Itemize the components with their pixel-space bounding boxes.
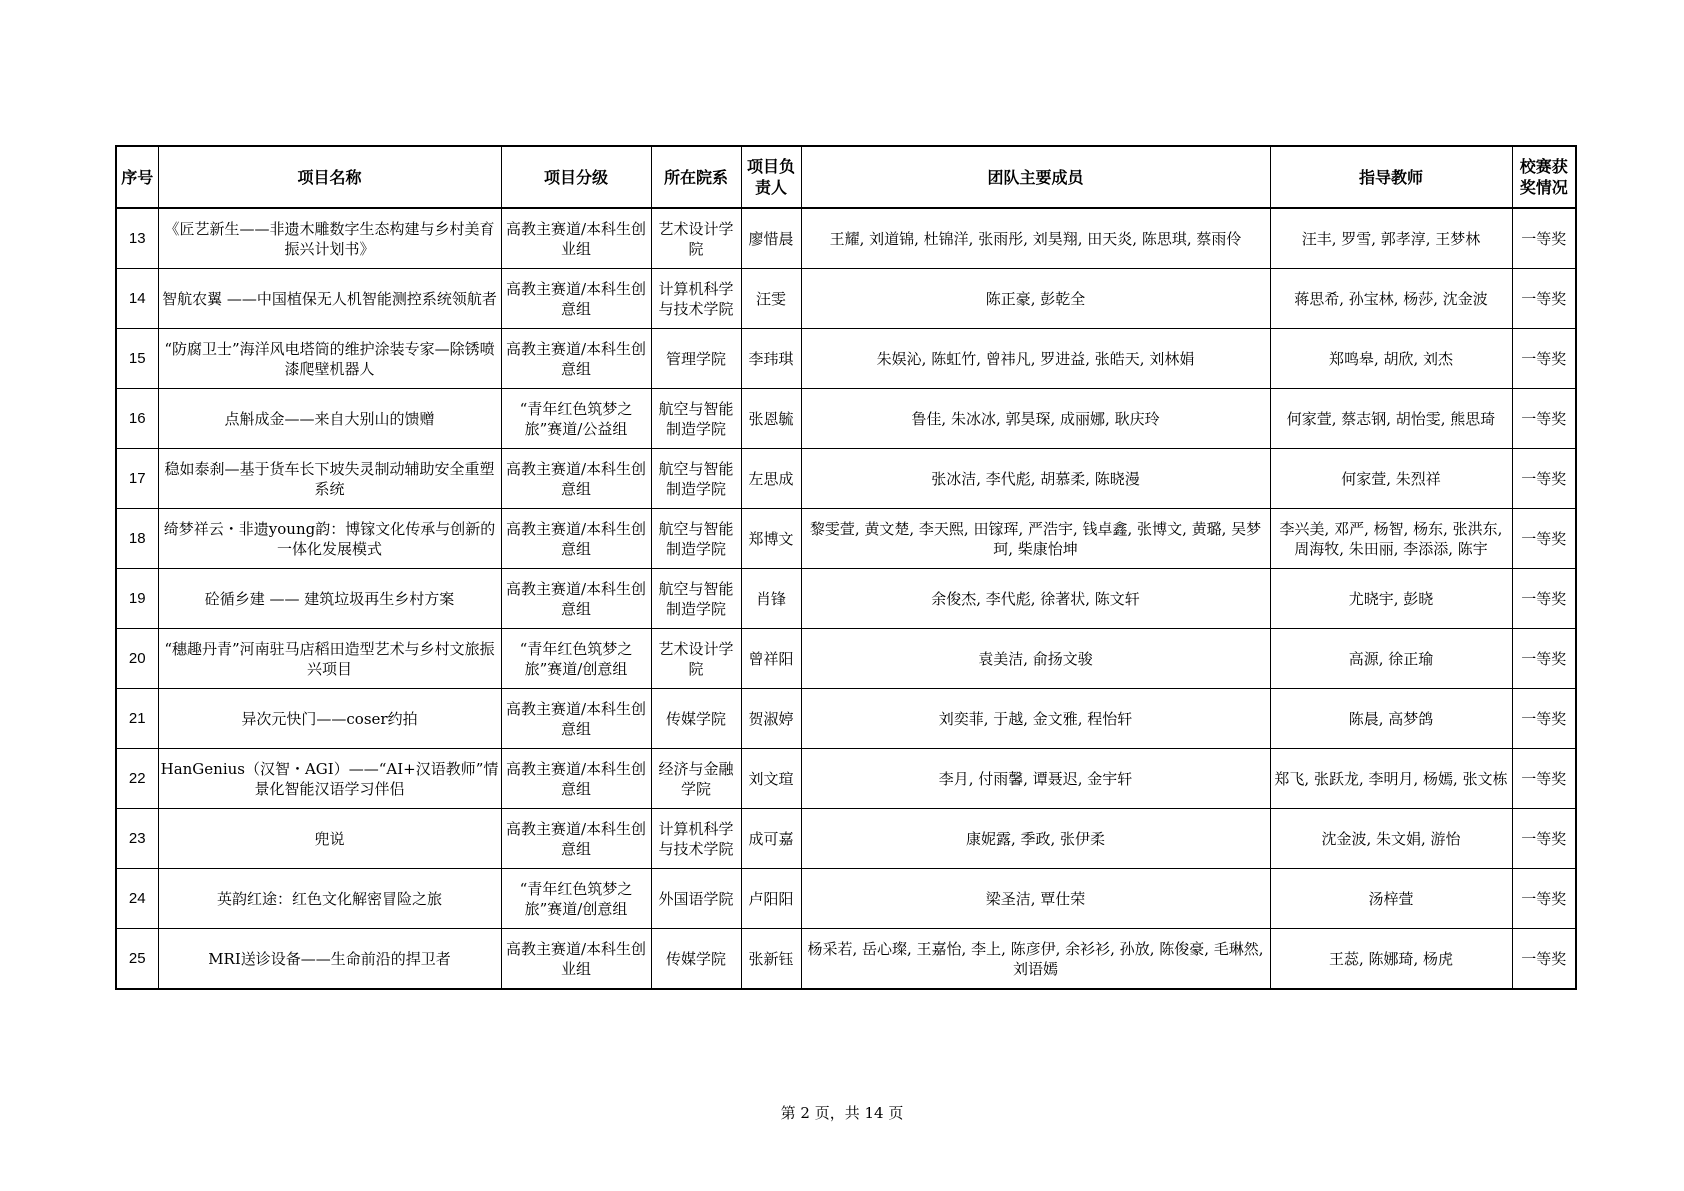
- header-award: 校赛获奖情况: [1512, 146, 1576, 208]
- cell-project-name: 异次元快门——coser约拍: [158, 689, 501, 749]
- cell-seq: 15: [116, 329, 158, 389]
- cell-teachers: 尤晓宇, 彭晓: [1270, 569, 1512, 629]
- table-row: [116, 689, 1576, 749]
- cell-teachers: 何家萱, 朱烈祥: [1270, 449, 1512, 509]
- cell-project-name: 《匠艺新生——非遗木雕数字生态构建与乡村美育振兴计划书》: [158, 208, 501, 269]
- cell-project-name: HanGenius（汉智・AGI）——“AI+汉语教师”情景化智能汉语学习伴侣: [158, 749, 501, 809]
- cell-leader: 肖锋: [741, 569, 801, 629]
- cell-seq: 16: [116, 389, 158, 449]
- cell-project-level: 高教主赛道/本科生创意组: [501, 449, 651, 509]
- cell-award: 一等奖: [1512, 689, 1576, 749]
- header-leader: 项目负责人: [741, 146, 801, 208]
- cell-teachers: 蒋思希, 孙宝林, 杨莎, 沈金波: [1270, 269, 1512, 329]
- cell-department: 航空与智能制造学院: [651, 509, 741, 569]
- table-row: [116, 869, 1576, 929]
- table-row: [116, 809, 1576, 869]
- cell-leader: 左思成: [741, 449, 801, 509]
- cell-leader: 卢阳阳: [741, 869, 801, 929]
- cell-award: 一等奖: [1512, 509, 1576, 569]
- cell-teachers: 汤梓萱: [1270, 869, 1512, 929]
- cell-project-name: 兜说: [158, 809, 501, 869]
- table-row: [116, 509, 1576, 569]
- cell-project-name: “防腐卫士”海洋风电塔筒的维护涂装专家—除锈喷漆爬壁机器人: [158, 329, 501, 389]
- cell-members: 张冰洁, 李代彪, 胡慕柔, 陈晓漫: [801, 449, 1270, 509]
- award-table-sheet: [115, 145, 1575, 990]
- cell-department: 计算机科学与技术学院: [651, 809, 741, 869]
- cell-award: 一等奖: [1512, 269, 1576, 329]
- cell-project-name: 绮梦祥云・非遗young韵：博镓文化传承与创新的一体化发展模式: [158, 509, 501, 569]
- cell-teachers: 郑飞, 张跃龙, 李明月, 杨嫣, 张文栋: [1270, 749, 1512, 809]
- cell-project-level: 高教主赛道/本科生创意组: [501, 269, 651, 329]
- table-body: [116, 208, 1576, 989]
- cell-seq: 18: [116, 509, 158, 569]
- cell-members: 梁圣洁, 覃仕荣: [801, 869, 1270, 929]
- cell-department: 艺术设计学院: [651, 629, 741, 689]
- cell-members: 袁美洁, 俞扬文骏: [801, 629, 1270, 689]
- header-project-level: 项目分级: [501, 146, 651, 208]
- cell-award: 一等奖: [1512, 208, 1576, 269]
- cell-teachers: 郑鸣皋, 胡欣, 刘杰: [1270, 329, 1512, 389]
- cell-project-name: 点斛成金——来自大别山的馈赠: [158, 389, 501, 449]
- table-row: [116, 929, 1576, 990]
- cell-award: 一等奖: [1512, 869, 1576, 929]
- cell-members: 李月, 付雨馨, 谭聂迟, 金宇轩: [801, 749, 1270, 809]
- header-department: 所在院系: [651, 146, 741, 208]
- header-members: 团队主要成员: [801, 146, 1270, 208]
- cell-seq: 25: [116, 929, 158, 990]
- cell-award: 一等奖: [1512, 449, 1576, 509]
- cell-project-level: 高教主赛道/本科生创意组: [501, 569, 651, 629]
- cell-leader: 曾祥阳: [741, 629, 801, 689]
- cell-project-level: 高教主赛道/本科生创意组: [501, 749, 651, 809]
- table-row: [116, 449, 1576, 509]
- cell-project-name: 英韵红途：红色文化解密冒险之旅: [158, 869, 501, 929]
- cell-members: 王耀, 刘道锦, 杜锦洋, 张雨彤, 刘昊翔, 田天炎, 陈思琪, 蔡雨伶: [801, 208, 1270, 269]
- cell-seq: 19: [116, 569, 158, 629]
- cell-leader: 廖惜晨: [741, 208, 801, 269]
- table-row: [116, 269, 1576, 329]
- table-header-row: [116, 146, 1576, 208]
- cell-teachers: 沈金波, 朱文娟, 游怡: [1270, 809, 1512, 869]
- cell-project-level: “青年红色筑梦之旅”赛道/创意组: [501, 629, 651, 689]
- cell-teachers: 李兴美, 邓严, 杨智, 杨东, 张洪东, 周海牧, 朱田丽, 李添添, 陈宇: [1270, 509, 1512, 569]
- cell-members: 余俊杰, 李代彪, 徐著状, 陈文轩: [801, 569, 1270, 629]
- page-footer: [0, 1102, 1684, 1123]
- cell-project-level: 高教主赛道/本科生创意组: [501, 809, 651, 869]
- award-table: [115, 145, 1577, 990]
- cell-project-level: 高教主赛道/本科生创意组: [501, 509, 651, 569]
- cell-members: 陈正豪, 彭乾全: [801, 269, 1270, 329]
- table-row: [116, 629, 1576, 689]
- cell-seq: 14: [116, 269, 158, 329]
- cell-leader: 张新钰: [741, 929, 801, 990]
- cell-teachers: 高源, 徐正瑜: [1270, 629, 1512, 689]
- cell-department: 外国语学院: [651, 869, 741, 929]
- cell-teachers: 陈晨, 高梦鸽: [1270, 689, 1512, 749]
- cell-department: 传媒学院: [651, 929, 741, 990]
- header-seq: 序号: [116, 146, 158, 208]
- cell-department: 航空与智能制造学院: [651, 449, 741, 509]
- cell-seq: 21: [116, 689, 158, 749]
- cell-project-name: 稳如泰刹—基于货车长下坡失灵制动辅助安全重塑系统: [158, 449, 501, 509]
- cell-department: 航空与智能制造学院: [651, 569, 741, 629]
- cell-department: 传媒学院: [651, 689, 741, 749]
- cell-department: 艺术设计学院: [651, 208, 741, 269]
- header-teachers: 指导教师: [1270, 146, 1512, 208]
- cell-leader: 成可嘉: [741, 809, 801, 869]
- cell-project-level: “青年红色筑梦之旅”赛道/创意组: [501, 869, 651, 929]
- cell-members: 刘奕菲, 于越, 金文雅, 程怡轩: [801, 689, 1270, 749]
- cell-award: 一等奖: [1512, 929, 1576, 990]
- cell-seq: 20: [116, 629, 158, 689]
- header-project-name: 项目名称: [158, 146, 501, 208]
- cell-award: 一等奖: [1512, 809, 1576, 869]
- cell-teachers: 王蕊, 陈娜琦, 杨虎: [1270, 929, 1512, 990]
- cell-seq: 17: [116, 449, 158, 509]
- cell-award: 一等奖: [1512, 569, 1576, 629]
- cell-project-level: 高教主赛道/本科生创意组: [501, 329, 651, 389]
- cell-teachers: 汪丰, 罗雪, 郭孝淳, 王梦林: [1270, 208, 1512, 269]
- cell-project-name: 智航农翼 ——中国植保无人机智能测控系统领航者: [158, 269, 501, 329]
- cell-seq: 13: [116, 208, 158, 269]
- cell-members: 黎雯萱, 黄文楚, 李天熙, 田镓珲, 严浩宇, 钱卓鑫, 张博文, 黄璐, 吴梦珂, 柴康怡坤: [801, 509, 1270, 569]
- page-number-text: 第 2 页，共 14 页: [780, 1104, 904, 1122]
- cell-department: 管理学院: [651, 329, 741, 389]
- cell-award: 一等奖: [1512, 389, 1576, 449]
- table-row: [116, 208, 1576, 269]
- cell-members: 鲁佳, 朱冰冰, 郭昊琛, 成丽娜, 耿庆玲: [801, 389, 1270, 449]
- cell-members: 康妮露, 季政, 张伊柔: [801, 809, 1270, 869]
- cell-department: 计算机科学与技术学院: [651, 269, 741, 329]
- cell-leader: 郑博文: [741, 509, 801, 569]
- cell-teachers: 何家萱, 蔡志钢, 胡怡雯, 熊思琦: [1270, 389, 1512, 449]
- cell-project-level: 高教主赛道/本科生创意组: [501, 689, 651, 749]
- cell-project-level: 高教主赛道/本科生创业组: [501, 929, 651, 990]
- cell-project-level: “青年红色筑梦之旅”赛道/公益组: [501, 389, 651, 449]
- cell-award: 一等奖: [1512, 629, 1576, 689]
- cell-leader: 刘文瑄: [741, 749, 801, 809]
- table-row: [116, 389, 1576, 449]
- table-row: [116, 749, 1576, 809]
- cell-leader: 汪雯: [741, 269, 801, 329]
- cell-award: 一等奖: [1512, 329, 1576, 389]
- cell-leader: 张恩毓: [741, 389, 801, 449]
- cell-leader: 贺淑婷: [741, 689, 801, 749]
- table-row: [116, 329, 1576, 389]
- cell-members: 杨采若, 岳心璨, 王嘉怡, 李上, 陈彦伊, 余衫衫, 孙放, 陈俊豪, 毛琳然, 刘语嫣: [801, 929, 1270, 990]
- cell-seq: 24: [116, 869, 158, 929]
- cell-seq: 22: [116, 749, 158, 809]
- cell-project-name: “穗趣丹青”河南驻马店稻田造型艺术与乡村文旅振兴项目: [158, 629, 501, 689]
- table-row: [116, 569, 1576, 629]
- cell-award: 一等奖: [1512, 749, 1576, 809]
- cell-department: 经济与金融学院: [651, 749, 741, 809]
- cell-project-level: 高教主赛道/本科生创业组: [501, 208, 651, 269]
- cell-leader: 李玮琪: [741, 329, 801, 389]
- cell-seq: 23: [116, 809, 158, 869]
- cell-project-name: 砼循乡建 —— 建筑垃圾再生乡村方案: [158, 569, 501, 629]
- cell-members: 朱娱沁, 陈虹竹, 曾祎凡, 罗进益, 张皓天, 刘林娟: [801, 329, 1270, 389]
- cell-department: 航空与智能制造学院: [651, 389, 741, 449]
- cell-project-name: MRI送诊设备——生命前沿的捍卫者: [158, 929, 501, 990]
